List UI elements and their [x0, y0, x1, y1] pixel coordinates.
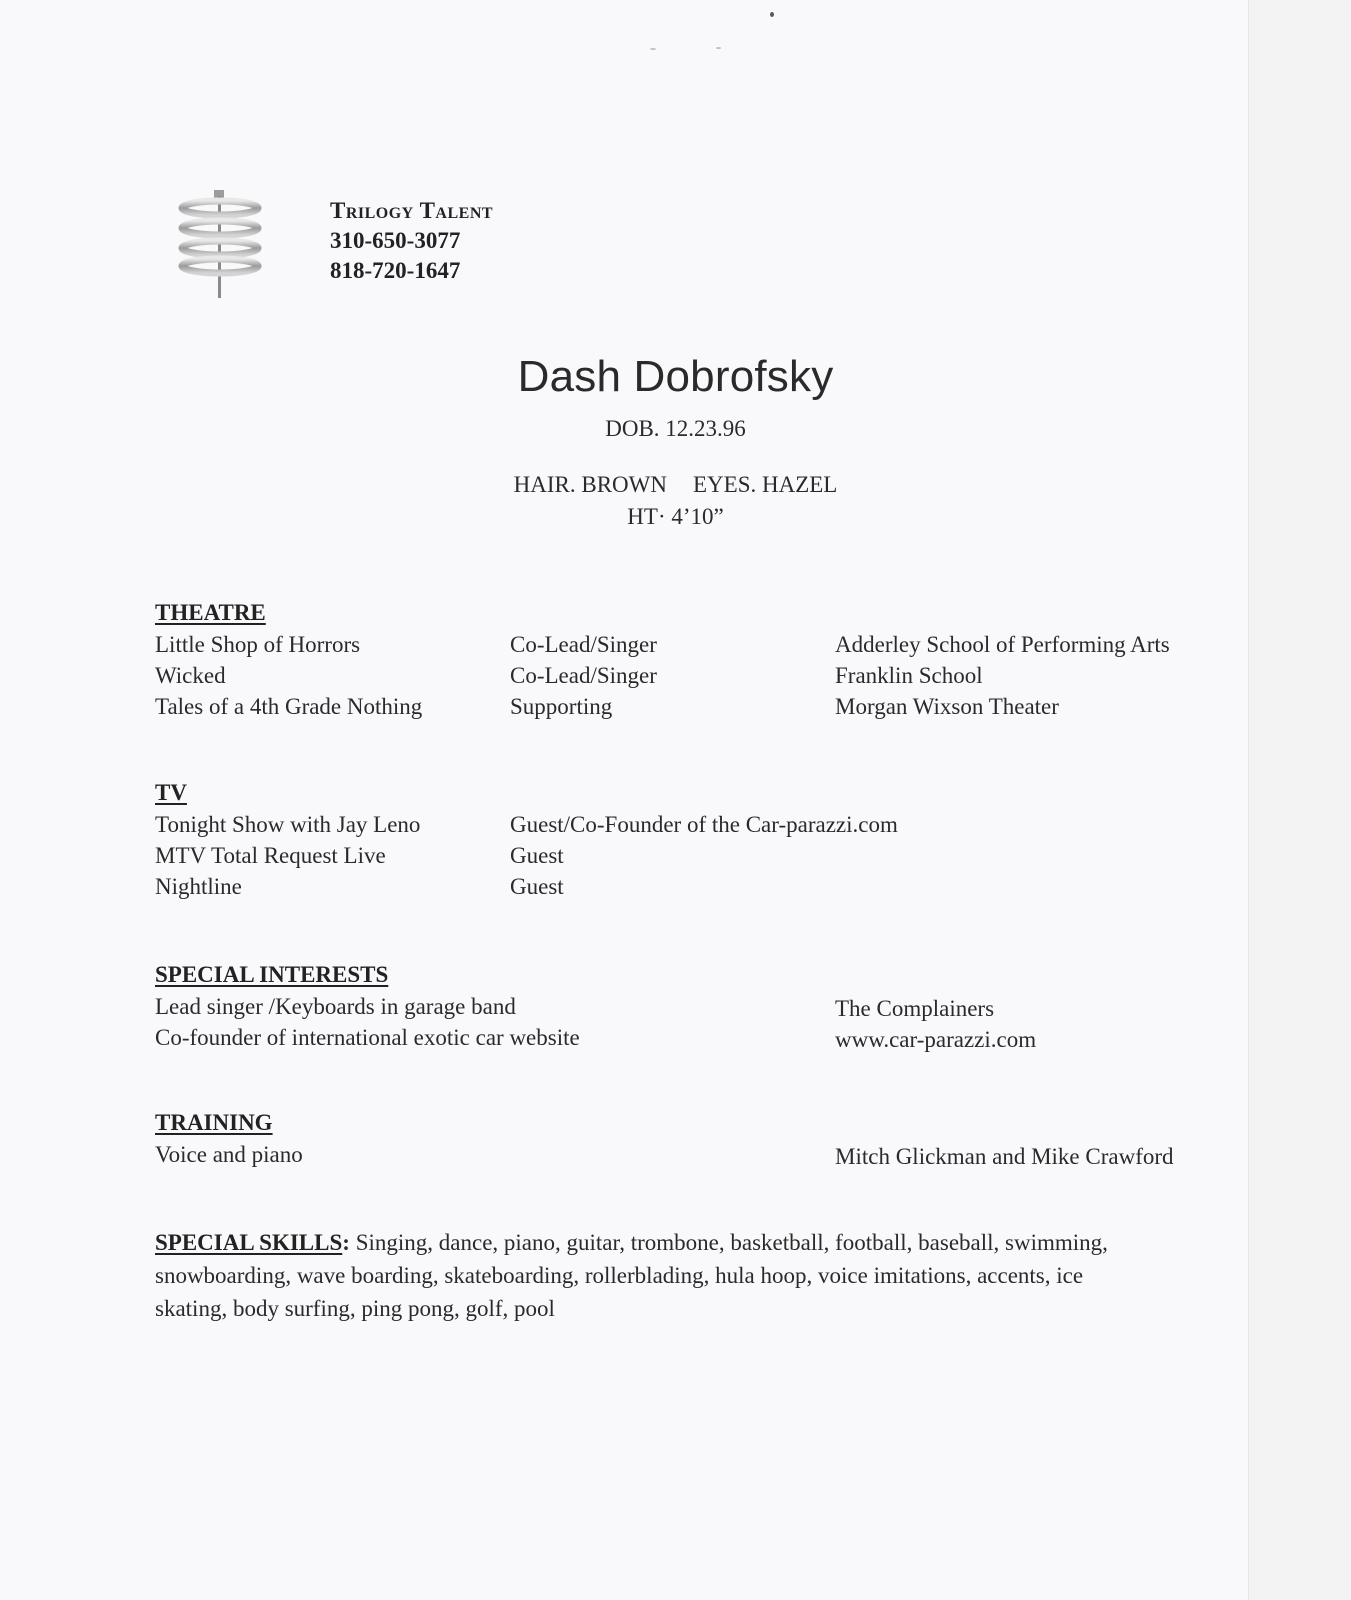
tv-heading: TV: [155, 780, 187, 805]
special-skills-heading: SPECIAL SKILLS: [155, 1230, 343, 1255]
special-skills-colon: :: [342, 1230, 350, 1255]
tv-role: Guest: [510, 874, 564, 899]
agency-info: [330, 196, 493, 286]
scan-speck: [770, 12, 774, 17]
tv-row: [0, 843, 1248, 873]
theatre-role: Co-Lead/Singer: [510, 632, 657, 657]
actor-hair-eyes: [0, 472, 1351, 498]
actor-height: HT· 4’10”: [627, 504, 724, 529]
theatre-row: [0, 632, 1248, 662]
theatre-venue: Adderley School of Performing Arts: [835, 632, 1170, 657]
agency-phone-2: 818-720-1647: [330, 258, 461, 283]
tv-role: Guest: [510, 843, 564, 868]
theatre-production: Little Shop of Horrors: [155, 632, 361, 657]
scan-speck: [650, 48, 656, 50]
tv-show: MTV Total Request Live: [155, 843, 386, 868]
interest-description: Lead singer /Keyboards in garage band: [155, 994, 516, 1019]
scan-speck: [716, 47, 721, 49]
theatre-heading: THEATRE: [155, 600, 266, 625]
special-skills: [155, 1226, 1145, 1325]
training-row: [0, 1142, 1248, 1172]
theatre-production: Tales of a 4th Grade Nothing: [155, 694, 423, 719]
scanner-background: [1249, 0, 1351, 1600]
agency-phone-1: 310-650-3077: [330, 228, 461, 253]
tv-row: [0, 874, 1248, 904]
actor-eyes: EYES. HAZEL: [692, 472, 838, 497]
theatre-row: [0, 694, 1248, 724]
theatre-role: Supporting: [510, 694, 613, 719]
interest-detail: The Complainers: [835, 996, 995, 1021]
special-skills-list: Singing, dance, piano, guitar, trombone, basketball, football, baseball, swimming, snowboarding, wave boarding, skateboarding, rollerblading, hula hoop, voice imitations, accents, ice skating, body surfing, ping pong, golf, pool: [155, 1230, 1108, 1321]
stacked-rings-logo-icon: [178, 188, 268, 303]
actor-hair: HAIR. BROWN: [513, 472, 667, 497]
interest-row: [0, 1025, 1248, 1055]
interest-description: Co-founder of international exotic car website: [155, 1025, 580, 1050]
tv-role: Guest/Co-Founder of the Car-parazzi.com: [510, 812, 898, 837]
special-interests-heading: SPECIAL INTERESTS: [155, 962, 389, 987]
theatre-production: Wicked: [155, 663, 226, 688]
agency-name: Trilogy Talent: [330, 198, 494, 223]
theatre-venue: Morgan Wixson Theater: [835, 694, 1059, 719]
training-teacher: Mitch Glickman and Mike Crawford: [835, 1144, 1174, 1169]
training-subject: Voice and piano: [155, 1142, 303, 1167]
theatre-role: Co-Lead/Singer: [510, 663, 657, 688]
interest-detail: www.car-parazzi.com: [835, 1027, 1037, 1052]
actor-name: Dash Dobrofsky: [517, 352, 834, 401]
theatre-row: [0, 663, 1248, 693]
tv-row: [0, 812, 1248, 842]
tv-show: Tonight Show with Jay Leno: [155, 812, 421, 837]
training-heading: TRAINING: [155, 1110, 273, 1135]
tv-show: Nightline: [155, 874, 242, 899]
actor-dob: DOB. 12.23.96: [605, 416, 746, 441]
theatre-venue: Franklin School: [835, 663, 983, 688]
interest-row: [0, 994, 1248, 1024]
